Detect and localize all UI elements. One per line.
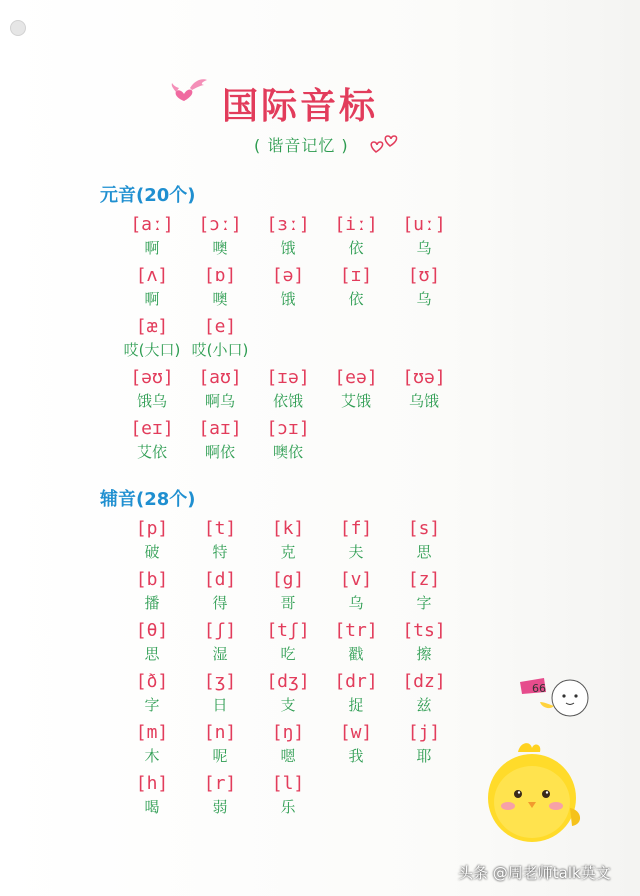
ipa-symbol: [ɜː] [266,214,310,235]
chinese-hint: 字 [416,594,432,612]
chinese-hint: 支 [280,696,296,714]
ipa-symbol: [tʃ] [266,620,310,641]
chinese-hint: 湿 [212,645,228,663]
ipa-symbol: [k] [271,518,305,539]
phoneme-cell [326,620,386,666]
phoneme-cell [122,620,182,666]
chinese-hint: 乌 [416,290,432,308]
binder-hole [10,20,26,36]
chinese-hint: 艾依 [136,443,167,461]
phoneme-cell [190,773,250,819]
phoneme-cell [122,418,182,464]
chinese-hint: 思 [144,645,160,663]
ipa-symbol: [ʊə] [402,367,446,388]
chick-face-sticker-icon [518,672,590,722]
ipa-symbol: [ɔɪ] [266,418,310,439]
chinese-hint: 噢 [212,290,228,308]
phoneme-cell [122,265,182,311]
phoneme-cell [394,367,454,413]
chinese-hint: 我 [348,747,364,765]
chinese-hint: 破 [144,543,160,561]
phoneme-cell [258,722,318,768]
ipa-symbol: [aʊ] [198,367,242,388]
ipa-symbol: [dr] [334,671,378,692]
ipa-symbol: [v] [339,569,373,590]
ipa-symbol: [aː] [130,214,174,235]
chinese-hint: 兹 [416,696,432,714]
phoneme-cell [394,265,454,311]
winged-heart-icon [170,74,210,104]
ipa-symbol: [g] [271,569,305,590]
chinese-hint: 依 [348,290,364,308]
phoneme-cell [190,367,250,413]
ipa-symbol: [dz] [402,671,446,692]
ipa-symbol: [t] [203,518,237,539]
ipa-symbol: [j] [407,722,441,743]
phoneme-cell [190,569,250,615]
sticker-text: 66 [532,682,546,695]
phoneme-cell [190,722,250,768]
chinese-hint: 日 [212,696,228,714]
ipa-symbol: [iː] [334,214,378,235]
ipa-symbol: [θ] [135,620,169,641]
phoneme-cell [190,265,250,311]
ipa-symbol: [dʒ] [266,671,310,692]
phoneme-cell [394,214,454,260]
ipa-symbol: [ʌ] [135,265,169,286]
chinese-hint: 饿乌 [136,392,167,410]
chinese-hint: 克 [280,543,296,561]
phoneme-cell [122,722,182,768]
ipa-symbol: [ə] [271,265,305,286]
ipa-symbol: [h] [135,773,169,794]
phoneme-cell [190,418,250,464]
chinese-hint: 依饿 [272,392,303,410]
ipa-symbol: [d] [203,569,237,590]
chinese-hint: 啊乌 [204,392,235,410]
ipa-symbol: [f] [339,518,373,539]
ipa-symbol: [ʊ] [407,265,441,286]
chinese-hint: 哎(大口) [123,341,181,359]
watermark: 头条 @周老师talk英文 [458,864,611,882]
phoneme-cell [190,518,250,564]
chinese-hint: 乌饿 [408,392,439,410]
phoneme-cell [258,671,318,717]
ipa-symbol: [əʊ] [130,367,174,388]
chinese-hint: 艾饿 [340,392,371,410]
chinese-hint: 字 [144,696,160,714]
chinese-hint: 喝 [144,798,160,816]
phoneme-cell [122,671,182,717]
phoneme-cell [258,367,318,413]
phoneme-cell [122,214,182,260]
phoneme-cell [326,265,386,311]
chinese-hint: 依 [348,239,364,257]
vowel-heading: 元音(20个) [100,185,196,206]
ipa-symbol: [l] [271,773,305,794]
phoneme-cell [258,620,318,666]
ipa-symbol: [ð] [135,671,169,692]
ipa-symbol: [ŋ] [271,722,305,743]
chinese-hint: 饿 [280,239,296,257]
phoneme-cell [258,265,318,311]
phoneme-cell [326,367,386,413]
phoneme-cell [122,773,182,819]
ipa-symbol: [eə] [334,367,378,388]
ipa-symbol: [z] [407,569,441,590]
consonant-heading: 辅音(28个) [100,489,196,510]
ipa-symbol: [uː] [402,214,446,235]
page-title: 国际音标 [222,86,379,127]
ipa-symbol: [r] [203,773,237,794]
chinese-hint: 啊 [144,290,160,308]
chinese-hint: 啊依 [204,443,235,461]
ipa-symbol: [aɪ] [198,418,242,439]
ipa-symbol: [e] [203,316,237,337]
phoneme-cell [326,569,386,615]
ipa-symbol: [ʃ] [203,620,237,641]
ipa-symbol: [p] [135,518,169,539]
ipa-symbol: [ʒ] [203,671,237,692]
chinese-hint: 噢依 [272,443,303,461]
phoneme-cell [326,722,386,768]
yellow-chick-icon [480,738,590,848]
page-subtitle: ( 谐音记忆 ) [254,136,349,155]
chinese-hint: 乌 [416,239,432,257]
phoneme-cell [190,671,250,717]
chinese-hint: 吃 [280,645,296,663]
ipa-symbol: [ɪə] [266,367,310,388]
ipa-symbol: [ɒ] [203,265,237,286]
ipa-symbol: [n] [203,722,237,743]
ipa-symbol: [m] [135,722,169,743]
chinese-hint: 乐 [280,798,296,816]
phoneme-cell [122,316,182,362]
chinese-hint: 饿 [280,290,296,308]
phoneme-cell [258,214,318,260]
chinese-hint: 擦 [416,645,432,663]
phoneme-cell [394,620,454,666]
chinese-hint: 哥 [280,594,296,612]
ipa-symbol: [w] [339,722,373,743]
ipa-symbol: [æ] [135,316,169,337]
chinese-hint: 思 [416,543,432,561]
hearts-icon [368,134,400,156]
phoneme-cell [122,367,182,413]
chinese-hint: 嗯 [280,747,296,765]
chinese-hint: 戳 [348,645,364,663]
chinese-hint: 耶 [416,747,432,765]
phoneme-cell [326,518,386,564]
ipa-symbol: [eɪ] [130,418,174,439]
phoneme-cell [190,620,250,666]
phoneme-cell [190,316,250,362]
ipa-symbol: [b] [135,569,169,590]
chinese-hint: 哎(小口) [191,341,249,359]
chinese-hint: 噢 [212,239,228,257]
phoneme-cell [394,722,454,768]
chinese-hint: 特 [212,543,228,561]
phoneme-cell [258,773,318,819]
phoneme-cell [122,518,182,564]
ipa-symbol: [ts] [402,620,446,641]
phoneme-cell [258,569,318,615]
phoneme-cell [326,671,386,717]
phoneme-cell [394,569,454,615]
chinese-hint: 呢 [212,747,228,765]
phoneme-cell [122,569,182,615]
phoneme-cell [394,518,454,564]
phoneme-cell [394,671,454,717]
phoneme-cell [326,214,386,260]
chinese-hint: 夫 [348,543,364,561]
phoneme-cell [258,518,318,564]
ipa-symbol: [s] [407,518,441,539]
ipa-symbol: [ɪ] [339,265,373,286]
chinese-hint: 捉 [348,696,364,714]
chinese-hint: 乌 [348,594,364,612]
ipa-symbol: [ɔː] [198,214,242,235]
chinese-hint: 木 [144,747,160,765]
phoneme-cell [258,418,318,464]
chinese-hint: 弱 [212,798,228,816]
chinese-hint: 啊 [144,239,160,257]
ipa-symbol: [tr] [334,620,378,641]
phoneme-cell [190,214,250,260]
chinese-hint: 得 [212,594,228,612]
chinese-hint: 播 [144,594,160,612]
